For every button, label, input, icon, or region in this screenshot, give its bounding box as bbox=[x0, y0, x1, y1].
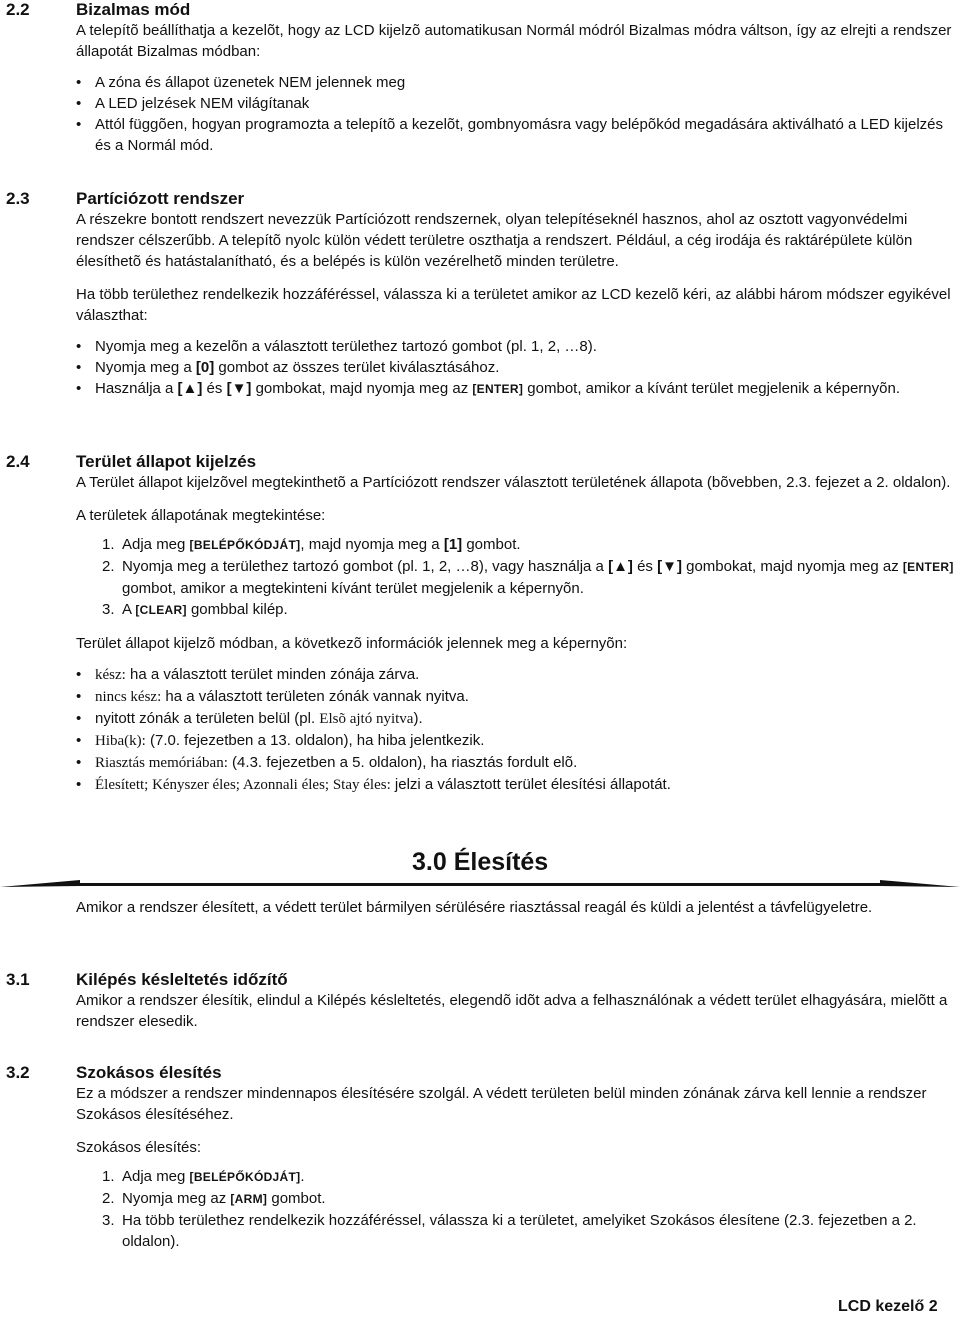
section-body bbox=[76, 209, 956, 400]
page-footer: LCD kezelő 2 bbox=[838, 1298, 938, 1315]
list-item: • Hiba(k): (7.0. fejezetben a 13. oldalon), ha hiba jelentkezik. bbox=[76, 730, 956, 752]
key-up: [▲] bbox=[177, 380, 203, 397]
section-body bbox=[76, 1083, 956, 1252]
bullet-list bbox=[76, 336, 956, 400]
section-number: 2.2 bbox=[6, 0, 30, 19]
key-0: [0] bbox=[195, 359, 215, 376]
key-enter: [ENTER] bbox=[472, 382, 524, 396]
section-number: 2.3 bbox=[6, 189, 30, 208]
key-up: [▲] bbox=[608, 558, 633, 575]
key-down: [▼] bbox=[226, 380, 252, 397]
numbered-list bbox=[76, 534, 956, 621]
list-item: 3. Ha több területhez rendelkezik hozzáféréssel, válassza ki a területet, amelyiket Szokásos élesítene (2.3. fejezetben a 2. oldalon). bbox=[102, 1212, 917, 1250]
section-body bbox=[76, 20, 956, 156]
paragraph: A telepítõ beállíthatja a kezelõt, hogy az LCD kijelzõ automatikusan Normál módról Bizalmas módra váltson, így az elrejti a rendszer állapotát Bizalmas módban: bbox=[76, 22, 952, 60]
list-item: 3. A [CLEAR] gombbal kilép. bbox=[102, 601, 288, 618]
key-enter: [ENTER] bbox=[902, 560, 954, 574]
list-item: 1. Adja meg [BELÉPŐKÓDJÁT]. bbox=[102, 1168, 305, 1185]
list-item: • Riasztás memóriában: (4.3. fejezetben a 5. oldalon), ha riasztás fordult elõ. bbox=[76, 752, 956, 774]
section-title: Bizalmas mód bbox=[76, 0, 191, 19]
paragraph: A részekre bontott rendszert nevezzük Partíciózott rendszernek, olyan telepítéseknél hasznos, ahol az osztott vagyonvédelmi rendszer célszerűbb. A telepítõ nyolc külön védett területre oszthatja a rendszert. Például, a cég irodája és raktárépülete külön élesíthetõ és hatástalanítható, és a belépés is külön vezérelhetõ minden területre. bbox=[76, 211, 913, 270]
section-title: Kilépés késleltetés időzítő bbox=[76, 970, 288, 989]
section-number: 2.4 bbox=[6, 452, 30, 471]
heading-rule bbox=[0, 879, 960, 895]
section-number: 3.1 bbox=[6, 970, 30, 989]
key-access-code: [BELÉPŐKÓDJÁT] bbox=[189, 1170, 301, 1184]
list-item: • Élesített; Kényszer éles; Azonnali éles; Stay éles: jelzi a választott terület élesítési állapotát. bbox=[76, 774, 956, 796]
section-title: Szokásos élesítés bbox=[76, 1063, 222, 1082]
list-item: 2. Nyomja meg a területhez tartozó gombot (pl. 1, 2, …8), vagy használja a [▲] és [▼] gombokat, majd nyomja meg az [ENTER] gombot, amikor a megtekinteni kívánt terület megjelenik a képernyõn. bbox=[102, 558, 954, 597]
list-item: • A zóna és állapot üzenetek NEM jelennek meg bbox=[76, 72, 956, 93]
key-1: [1] bbox=[443, 536, 463, 553]
paragraph: Amikor a rendszer élesítik, elindul a Kilépés késleltetés, elegendõ idõt adva a felhasználónak a védett terület elhagyására, mielõtt a rendszer elesedik. bbox=[76, 992, 948, 1030]
section-title: Terület állapot kijelzés bbox=[76, 452, 257, 471]
section-body bbox=[76, 472, 956, 796]
list-item: • A LED jelzések NEM világítanak bbox=[76, 93, 956, 114]
paragraph: A területek állapotának megtekintése: bbox=[76, 507, 326, 524]
key-down: [▼] bbox=[657, 558, 682, 575]
numbered-list bbox=[76, 1166, 956, 1252]
bullet-list bbox=[76, 664, 956, 796]
paragraph: Terület állapot kijelzõ módban, a következõ információk jelennek meg a képernyõn: bbox=[76, 635, 628, 652]
section-title: Partíciózott rendszer bbox=[76, 189, 245, 208]
list-item: • Attól függõen, hogyan programozta a telepítõ a kezelõt, gombnyomásra vagy belépõkód megadására aktiválható a LED kijelzés és a Normál mód. bbox=[76, 114, 956, 156]
paragraph: Ha több területhez rendelkezik hozzáféréssel, válassza ki a területet amikor az LCD kezelõ kéri, az alábbi három módszer egyikével választhat: bbox=[76, 286, 951, 324]
list-item: • nyitott zónák a területen belül (pl. Elsõ ajtó nyitva). bbox=[76, 708, 956, 730]
list-item: • nincs kész: ha a választott területen zónák vannak nyitva. bbox=[76, 686, 956, 708]
list-item: • Nyomja meg a [0] gombot az összes terület kiválasztásához. bbox=[76, 357, 956, 378]
list-item: 1. Adja meg [BELÉPŐKÓDJÁT], majd nyomja meg a [1] gombot. bbox=[102, 536, 521, 553]
paragraph: Amikor a rendszer élesített, a védett terület bármilyen sérülésére riasztással reagál és küldi a jelentést a távfelügyeletre. bbox=[76, 899, 873, 916]
paragraph: Szokásos élesítés: bbox=[76, 1139, 202, 1156]
section-number: 3.2 bbox=[6, 1063, 30, 1082]
paragraph: A Terület állapot kijelzõvel megtekinthetõ a Partíciózott rendszer választott területének állapota (bõvebben, 2.3. fejezet a 2. oldalon). bbox=[76, 474, 951, 491]
chapter-title: 3.0 Élesítés bbox=[412, 848, 549, 876]
key-arm: [ARM] bbox=[230, 1192, 268, 1206]
list-item: 2. Nyomja meg az [ARM] gombot. bbox=[102, 1190, 326, 1207]
key-clear: [CLEAR] bbox=[135, 603, 187, 617]
list-item: • Használja a [▲] és [▼] gombokat, majd nyomja meg az [ENTER] gombot, amikor a kívánt terület megjelenik a képernyõn. bbox=[76, 378, 956, 400]
list-item: • kész: ha a választott terület minden zónája zárva. bbox=[76, 664, 956, 686]
paragraph: Ez a módszer a rendszer mindennapos élesítésére szolgál. A védett területen belül minden zónának zárva kell lennie a rendszer Szokásos élesítéséhez. bbox=[76, 1085, 927, 1123]
bullet-list bbox=[76, 72, 956, 156]
list-item: • Nyomja meg a kezelõn a választott területhez tartozó gombot (pl. 1, 2, …8). bbox=[76, 336, 956, 357]
section-body bbox=[76, 897, 956, 918]
key-access-code: [BELÉPŐKÓDJÁT] bbox=[189, 538, 301, 552]
section-body bbox=[76, 990, 956, 1032]
